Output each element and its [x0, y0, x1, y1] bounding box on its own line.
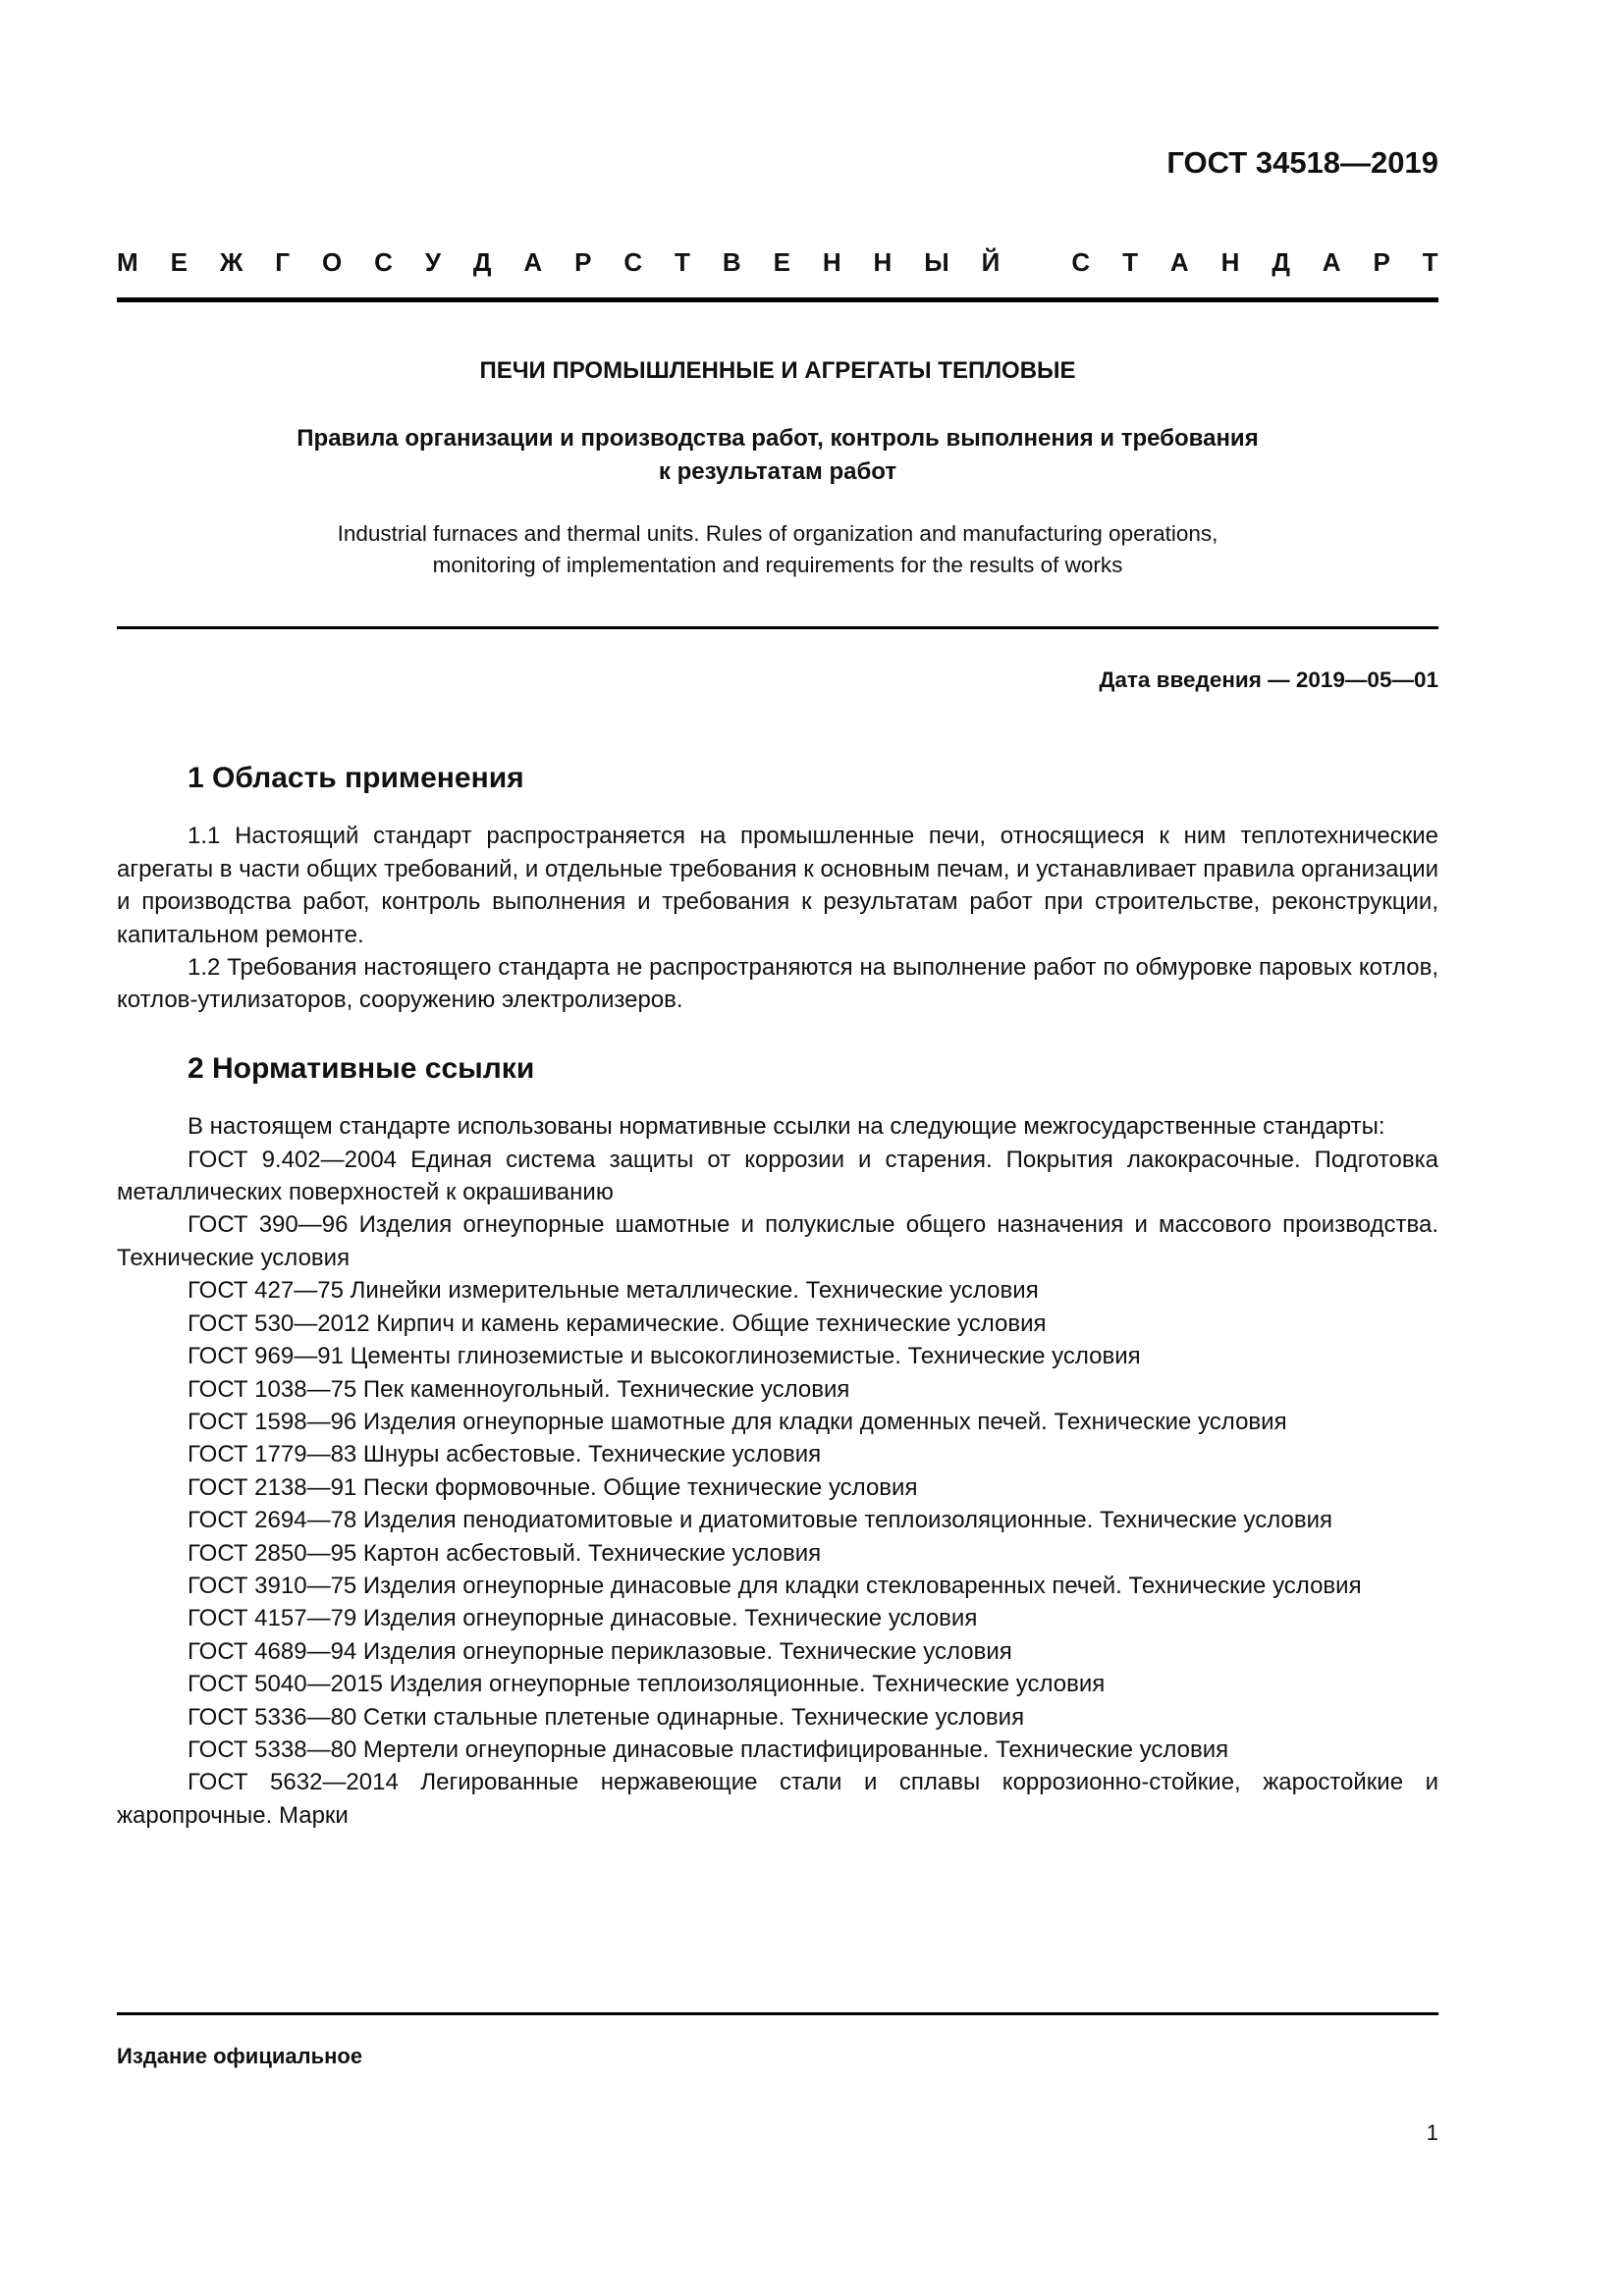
document-code: ГОСТ 34518—2019 [1166, 145, 1438, 180]
paragraph: 1.2 Требования настоящего стандарта не распространяются на выполнение работ по обмуровке паровых котлов, котлов-утилизаторов, сооружению электролизеров. [117, 954, 1438, 1014]
top-divider [117, 297, 1438, 302]
reference-item: ГОСТ 5336—80 Сетки стальные плетеные одинарные. Технические условия [188, 1703, 1025, 1731]
banner-letter: С [623, 247, 643, 277]
document-subtitle [117, 422, 1438, 489]
banner-letter: Г [275, 247, 291, 277]
reference-item: ГОСТ 530—2012 Кирпич и камень керамические. Общие технические условия [188, 1309, 1047, 1337]
reference-item: ГОСТ 427—75 Линейки измерительные металлические. Технические условия [188, 1277, 1039, 1305]
subtitle-line: Правила организации и производства работ, контроль выполнения и требования [297, 425, 1259, 452]
reference-item: ГОСТ 5040—2015 Изделия огнеупорные теплоизоляционные. Технические условия [188, 1671, 1106, 1698]
banner-letter: О [321, 247, 343, 277]
banner-letter: Р [574, 247, 592, 277]
reference-item: ГОСТ 4689—94 Изделия огнеупорные периклазовые. Технические условия [188, 1637, 1012, 1665]
banner-letter: С [374, 247, 393, 277]
english-title [117, 518, 1438, 581]
banner-letter: Т [1122, 247, 1138, 277]
subtitle-line: к результатам работ [658, 458, 897, 485]
banner-letter: А [523, 247, 543, 277]
paragraph: 1.1 Настоящий стандарт распространяется на промышленные печи, относящиеся к ним теплотехнические агрегаты в части общих требований, и отдельные требования к основным печам, и устанавливает правила организации и производства работ, контроль выполнения и требования к результатам работ при строительстве, реконструкции, капитальном ремонте. [117, 823, 1438, 948]
reference-item: ГОСТ 2138—91 Пески формовочные. Общие технические условия [188, 1473, 918, 1501]
banner-letter: Ж [219, 247, 244, 277]
banner-letter: Н [822, 247, 841, 277]
paragraph: В настоящем стандарте использованы нормативные ссылки на следующие межгосударственные стандарты: [188, 1113, 1385, 1141]
banner-letter: Т [675, 247, 690, 277]
banner-letter: Р [1373, 247, 1390, 277]
document-title: ПЕЧИ ПРОМЫШЛЕННЫЕ И АГРЕГАТЫ ТЕПЛОВЫЕ [479, 357, 1076, 384]
banner-letter: Е [170, 247, 188, 277]
banner-letter: Е [773, 247, 790, 277]
edition-label: Издание официальное [117, 2044, 363, 2068]
banner-letter: А [1169, 247, 1189, 277]
english-title-line: monitoring of implementation and requirements for the results of works [432, 553, 1123, 577]
reference-item: ГОСТ 1598—96 Изделия огнеупорные шамотные для кладки доменных печей. Технические условия [188, 1408, 1287, 1435]
banner-letter: А [1322, 247, 1341, 277]
standard-banner [117, 247, 1438, 278]
banner-gap [1032, 247, 1039, 278]
reference-item: ГОСТ 4157—79 Изделия огнеупорные динасовые. Технические условия [188, 1605, 978, 1632]
reference-item: ГОСТ 3910—75 Изделия огнеупорные динасовые для кладки стекловаренных печей. Технические условия [188, 1572, 1362, 1599]
banner-letter: Т [1422, 247, 1438, 277]
reference-item: ГОСТ 5338—80 Мертели огнеупорные динасовые пластифицированные. Технические условия [188, 1735, 1229, 1763]
section-heading-scope: 1 Область применения [188, 762, 524, 794]
document-body [117, 762, 1438, 1832]
banner-letter: Д [472, 247, 492, 277]
banner-letter: Ы [924, 247, 949, 277]
page-number: 1 [1426, 2120, 1438, 2145]
reference-item: ГОСТ 969—91 Цементы глиноземистые и высокоглиноземистые. Технические условия [188, 1343, 1141, 1370]
reference-item: ГОСТ 5632—2014 Легированные нержавеющие стали и сплавы коррозионно-стойкие, жаростойкие и жаропрочные. Марки [117, 1769, 1438, 1829]
banner-letter: Д [1272, 247, 1290, 277]
banner-letter: Н [873, 247, 893, 277]
footer-divider [117, 2012, 1438, 2015]
introduction-date: Дата введения — 2019—05—01 [1099, 667, 1438, 692]
reference-item: ГОСТ 1779—83 Шнуры асбестовые. Технические условия [188, 1441, 822, 1468]
reference-item: ГОСТ 1038—75 Пек каменноугольный. Технические условия [188, 1375, 850, 1403]
title-divider [117, 626, 1438, 629]
reference-item: ГОСТ 2694—78 Изделия пенодиатомитовые и диатомитовые теплоизоляционные. Технические условия [188, 1507, 1333, 1534]
english-title-line: Industrial furnaces and thermal units. Rules of organization and manufacturing operations, [337, 521, 1218, 546]
reference-item: ГОСТ 2850—95 Картон асбестовый. Технические условия [188, 1539, 822, 1567]
banner-letter: С [1071, 247, 1091, 277]
reference-item: ГОСТ 9.402—2004 Единая система защиты от коррозии и старения. Покрытия лакокрасочные. Подготовка металлических поверхностей к окрашиванию [117, 1146, 1438, 1206]
banner-letter: Й [981, 247, 1001, 277]
banner-letter: У [424, 247, 441, 277]
banner-letter: В [722, 247, 741, 277]
section-heading-references: 2 Нормативные ссылки [188, 1051, 535, 1085]
banner-letter: Н [1220, 247, 1240, 277]
reference-item: ГОСТ 390—96 Изделия огнеупорные шамотные и полукислые общего назначения и массового производства. Технические условия [117, 1211, 1438, 1271]
banner-letter: М [117, 247, 138, 277]
